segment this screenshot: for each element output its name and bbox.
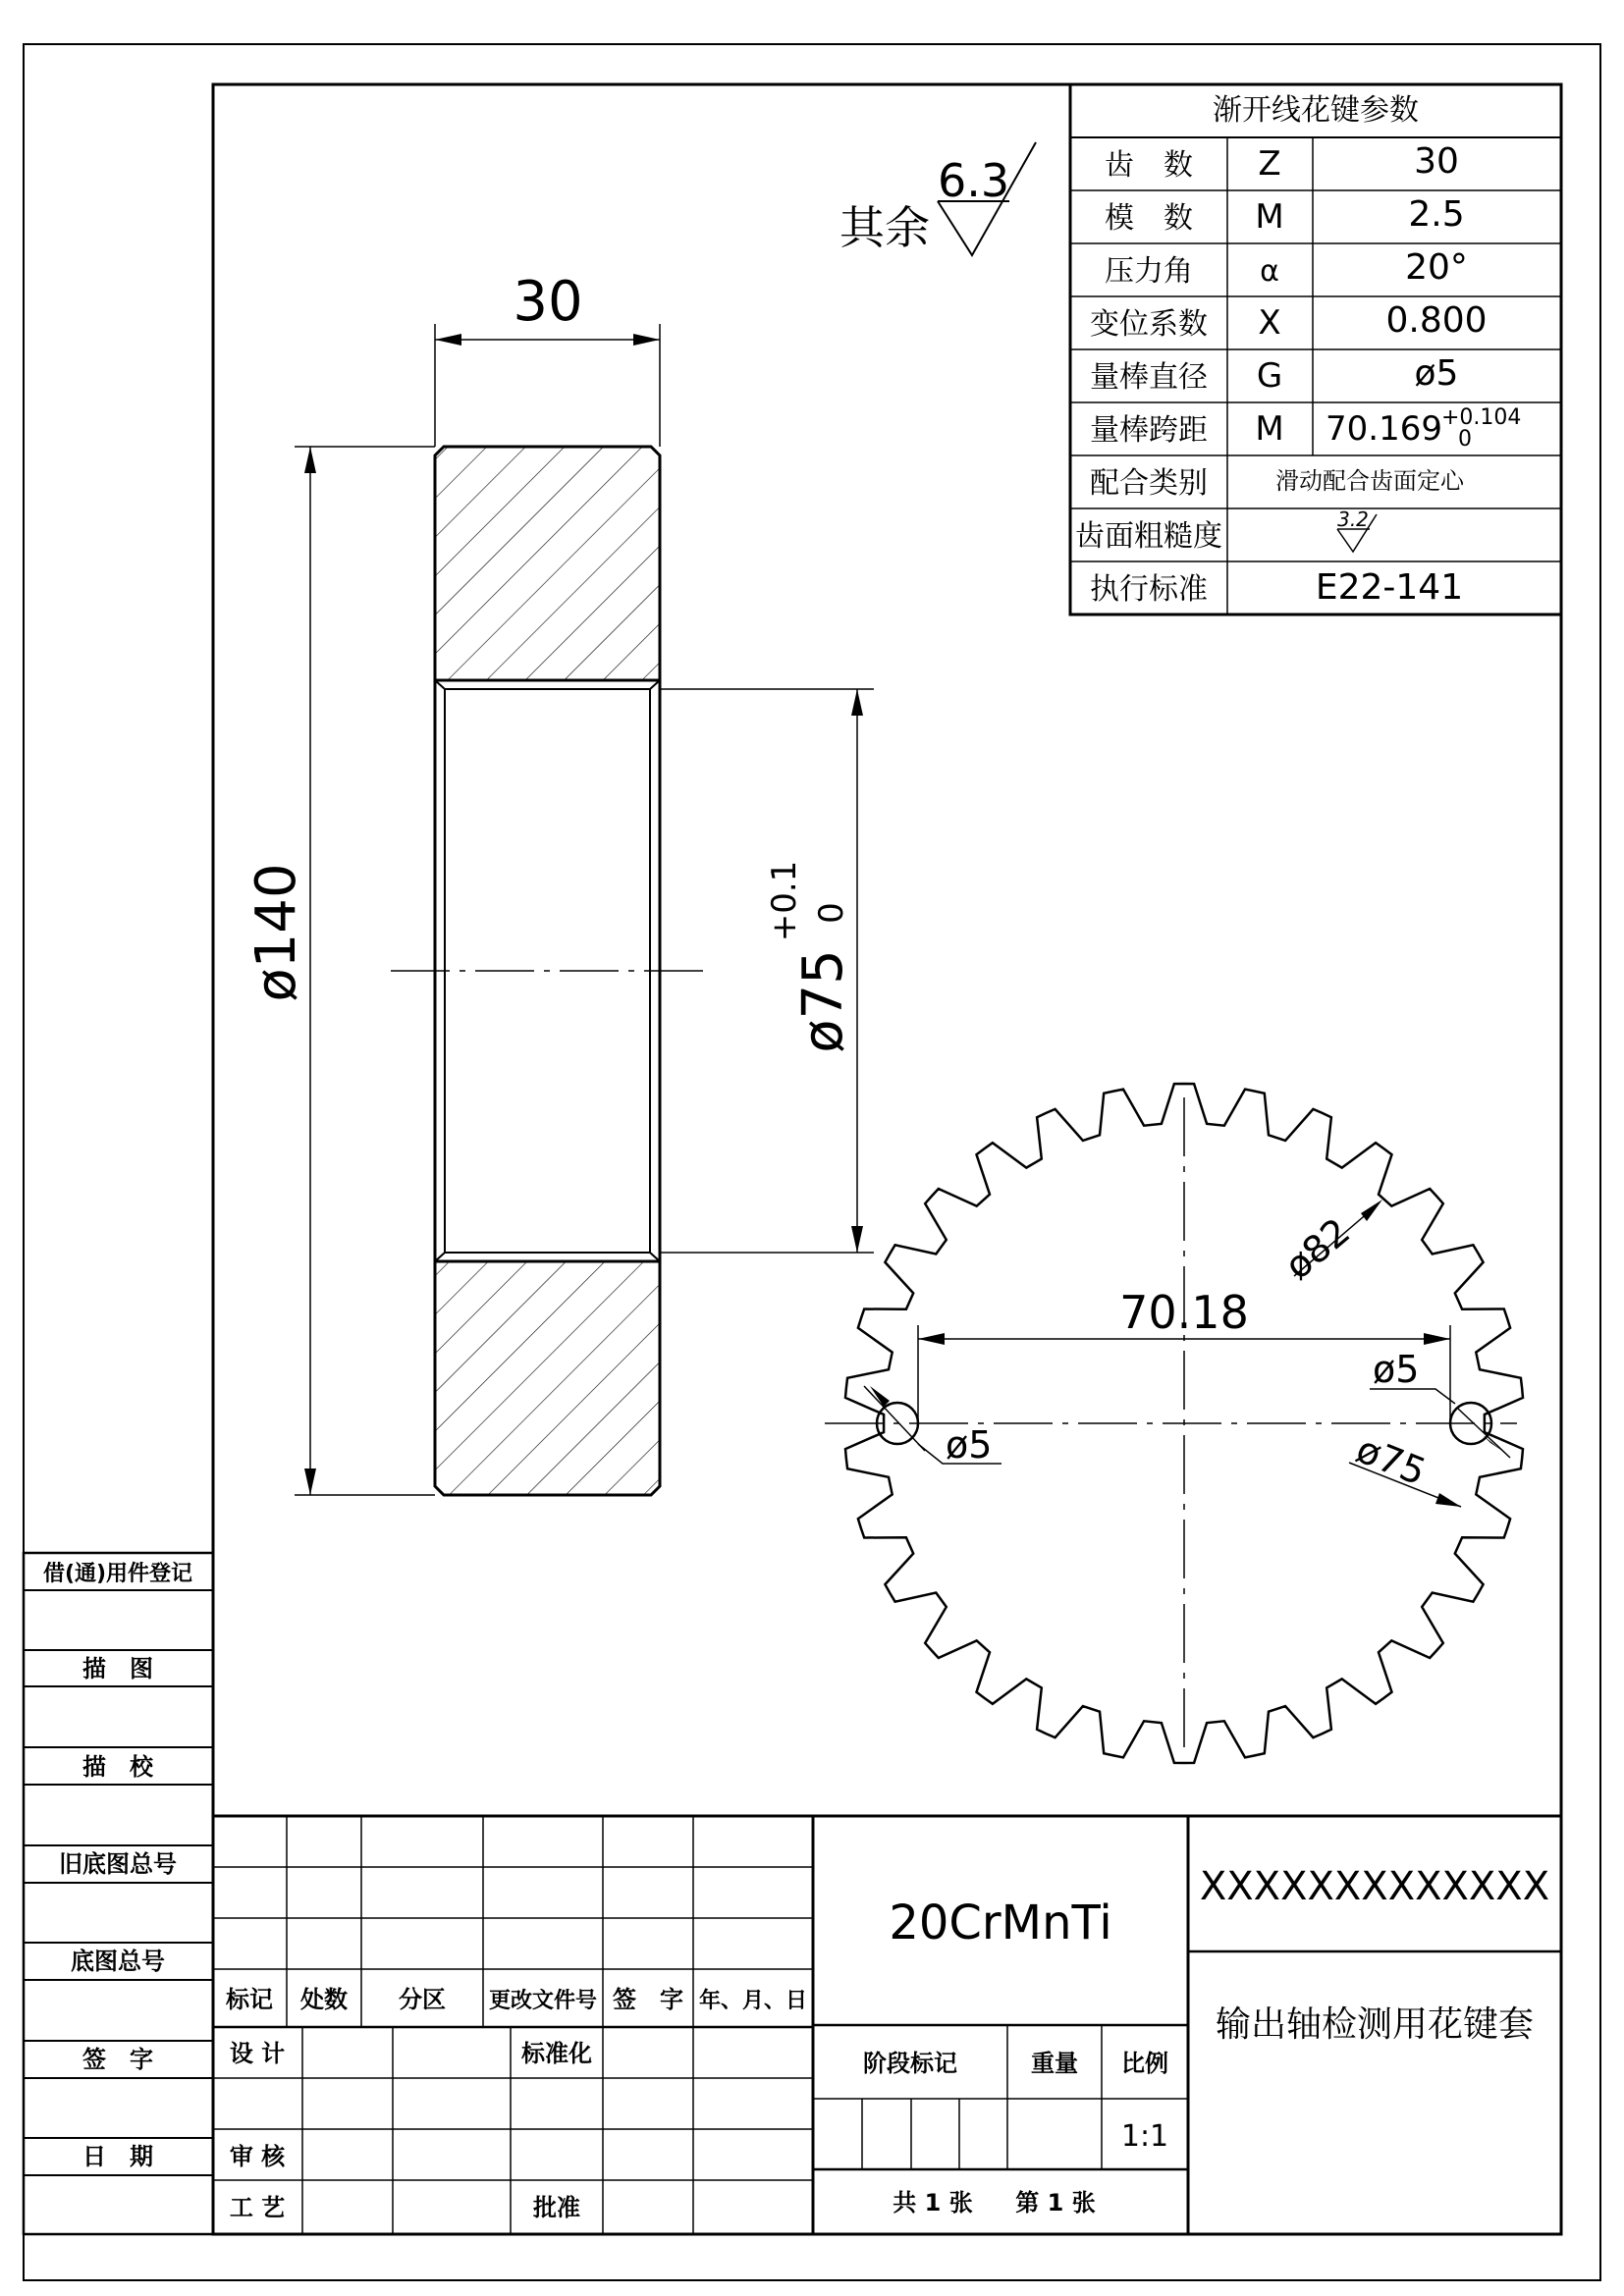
param-value: E22-141 [1315, 567, 1464, 608]
side-row-label: 旧底图总号 [59, 1850, 177, 1878]
spline-end-view [825, 1084, 1523, 1763]
param-name: 模 数 [1105, 201, 1193, 236]
rev-header: 更改文件号 [488, 1989, 598, 2013]
param-symbol: M [1255, 197, 1284, 237]
spline-table-title: 渐开线花键参数 [1213, 93, 1419, 128]
side-registration-table [24, 1553, 213, 2234]
param-name: 齿 数 [1105, 148, 1193, 183]
param-symbol: α [1260, 254, 1279, 289]
param-value: 2.5 [1408, 194, 1465, 235]
inner-border [213, 84, 1561, 2234]
param-name: 量棒跨距 [1090, 413, 1208, 448]
param-symbol: M [1255, 409, 1284, 449]
side-row-label: 签 字 [82, 2046, 153, 2073]
param-name: 变位系数 [1090, 307, 1208, 342]
width-dim: 30 [513, 270, 583, 334]
bore-tol-upper: +0.1 [765, 860, 804, 942]
drawing-number: XXXXXXXXXXXXX [1199, 1864, 1550, 1909]
rev-header: 签 字 [613, 1986, 683, 2013]
param-tol-lower: 0 [1458, 427, 1472, 452]
param-value: 30 [1414, 141, 1459, 182]
param-name: 齿面粗糙度 [1075, 519, 1222, 554]
param-name: 量棒直径 [1090, 360, 1208, 395]
material: 20CrMnTi [889, 1896, 1112, 1950]
scale-value: 1:1 [1120, 2119, 1169, 2154]
pin-dia-right: ø5 [1373, 1348, 1420, 1391]
bore-dia-dim: ø75 [791, 949, 855, 1053]
weight-label: 重量 [1031, 2050, 1078, 2077]
sign-label-design: 设 计 [229, 2040, 286, 2067]
surface-note-value: 6.3 [938, 154, 1010, 207]
part-name: 输出轴检测用花键套 [1215, 2004, 1535, 2045]
sheet-number: 第 1 张 [1015, 2189, 1096, 2216]
sheet-total: 共 1 张 [893, 2189, 973, 2216]
param-name: 执行标准 [1090, 572, 1208, 607]
title-block [213, 1816, 1561, 2234]
minor-dia-dim: ø75 [1350, 1427, 1433, 1494]
param-value: 20° [1405, 247, 1468, 288]
span-dim: 70.18 [1119, 1286, 1249, 1339]
param-tol-upper: +0.104 [1441, 405, 1522, 430]
rev-header: 处数 [300, 1986, 348, 2013]
spline-params-table [1070, 84, 1561, 614]
pin-dia-left: ø5 [946, 1423, 993, 1467]
rev-header: 分区 [399, 1986, 446, 2013]
side-row-label: 借(通)用件登记 [42, 1562, 193, 1586]
section-view [244, 270, 874, 1495]
scale-label: 比例 [1121, 2050, 1168, 2077]
side-row-label: 描 图 [82, 1655, 153, 1682]
rev-header: 年、月、日 [698, 1989, 808, 2013]
param-name: 压力角 [1105, 254, 1193, 289]
param-symbol: G [1256, 356, 1283, 396]
param-symbol: Z [1258, 144, 1281, 184]
bore-tol-lower: 0 [812, 902, 851, 924]
param-value: 0.800 [1385, 300, 1488, 341]
sign-label-review: 审 核 [229, 2143, 286, 2170]
param-value: 70.169 [1326, 409, 1442, 449]
side-row-label: 描 校 [82, 1753, 153, 1781]
major-dia-dim: ø82 [1276, 1209, 1359, 1288]
param-name: 配合类别 [1090, 466, 1208, 501]
surface-roughness-note [839, 142, 1036, 255]
param-value: 3.2 [1337, 507, 1369, 531]
param-value: ø5 [1414, 353, 1459, 394]
outer-dia-dim: ø140 [244, 863, 308, 1002]
stage-label: 阶段标记 [863, 2050, 957, 2077]
sign-label-standard: 标准化 [521, 2040, 592, 2067]
side-row-label: 日 期 [82, 2143, 153, 2170]
side-row-label: 底图总号 [71, 1948, 165, 1975]
sign-label-approve: 批准 [533, 2194, 580, 2221]
surface-note-prefix: 其余 [839, 201, 930, 254]
param-symbol: X [1258, 303, 1281, 343]
sign-label-process: 工 艺 [229, 2194, 286, 2221]
rev-header: 标记 [226, 1986, 273, 2013]
param-value: 滑动配合齿面定心 [1275, 467, 1464, 495]
